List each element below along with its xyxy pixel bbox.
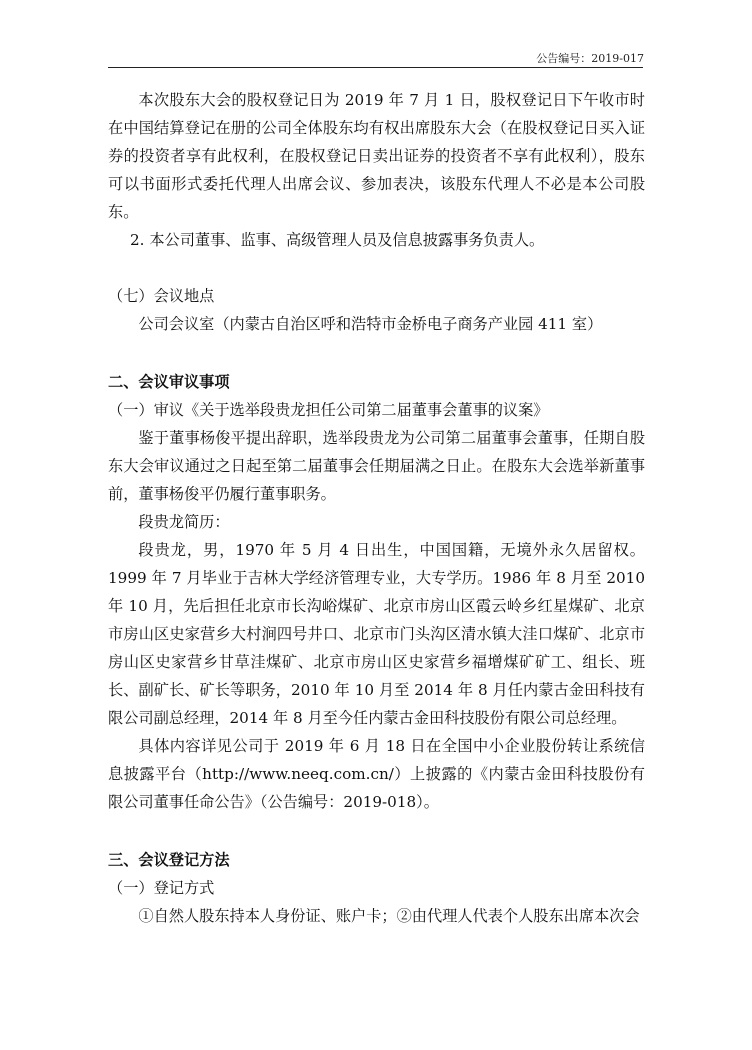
subheading-registration-method: （一）登记方式 — [108, 879, 215, 897]
subheading-venue: （七）会议地点 — [108, 287, 215, 305]
spacer — [108, 338, 645, 368]
paragraph-record-date: 本次股东大会的股权登记日为 2019 年 7 月 1 日，股权登记日下午收市时在中国结算登记在册的公司全体股东均有权出席股东大会（在股权登记日买入证券的投资者享有此权利，在股权登记日卖出证券的投资者不享有此权利），股东可以书面形式委托代理人出席会议、参加表决，该股东代理人不必是本公司股东。 — [108, 91, 645, 221]
spacer — [108, 254, 645, 282]
paragraph-registration: ①自然人股东持本人身份证、账户卡；②由代理人代表个人股东出席本次会 — [138, 907, 640, 925]
list-item-attendees: 2. 本公司董事、监事、高级管理人员及信息披露事务负责人。 — [130, 231, 545, 249]
resume-label: 段贵龙简历： — [138, 513, 230, 531]
notice-number: 公告编号：2019-017 — [536, 52, 644, 65]
spacer — [108, 816, 645, 846]
paragraph-resume: 段贵龙，男，1970 年 5 月 4 日出生，中国国籍，无境外永久居留权。1999 年 7 月毕业于吉林大学经济管理专业，大专学历。1986 年 8 月至 2010 年 10 月，先后担任北京市长沟峪煤矿、北京市房山区霞云岭乡红星煤矿、北京市房山区史家营乡大村涧四号井口、北京市门头沟区清水镇大洼口煤矿、北京市房山区史家营乡甘草洼煤矿、北京市房山区史家营乡福增煤矿矿工、组长、班长、副矿长、矿长等职务，2010 年 10 月至 2014 年 8 月任内蒙古金田科技有限公司副总经理，2014 年 8 月至今任内蒙古金田科技股份有限公司总经理。 — [108, 541, 645, 727]
paragraph-venue: 公司会议室（内蒙古自治区呼和浩特市金桥电子商务产业园 411 室） — [138, 315, 603, 333]
section-heading-registration: 三、会议登记方法 — [108, 851, 230, 869]
document-body — [108, 86, 645, 930]
paragraph-resignation: 鉴于董事杨俊平提出辞职，选举段贵龙为公司第二届董事会董事，任期自股东大会审议通过之日起至第二届董事会任期届满之日止。在股东大会选举新董事前，董事杨俊平仍履行董事职务。 — [108, 429, 645, 503]
section-heading-agenda: 二、会议审议事项 — [108, 373, 230, 391]
subheading-proposal: （一）审议《关于选举段贵龙担任公司第二届董事会董事的议案》 — [108, 401, 549, 419]
header-divider — [108, 67, 643, 68]
paragraph-disclosure: 具体内容详见公司于 2019 年 6 月 18 日在全国中小企业股份转让系统信息披露平台（http://www.neeq.com.cn/）上披露的《内蒙古金田科技股份有限公司董事任命公告》（公告编号：2019-018）。 — [108, 737, 645, 811]
